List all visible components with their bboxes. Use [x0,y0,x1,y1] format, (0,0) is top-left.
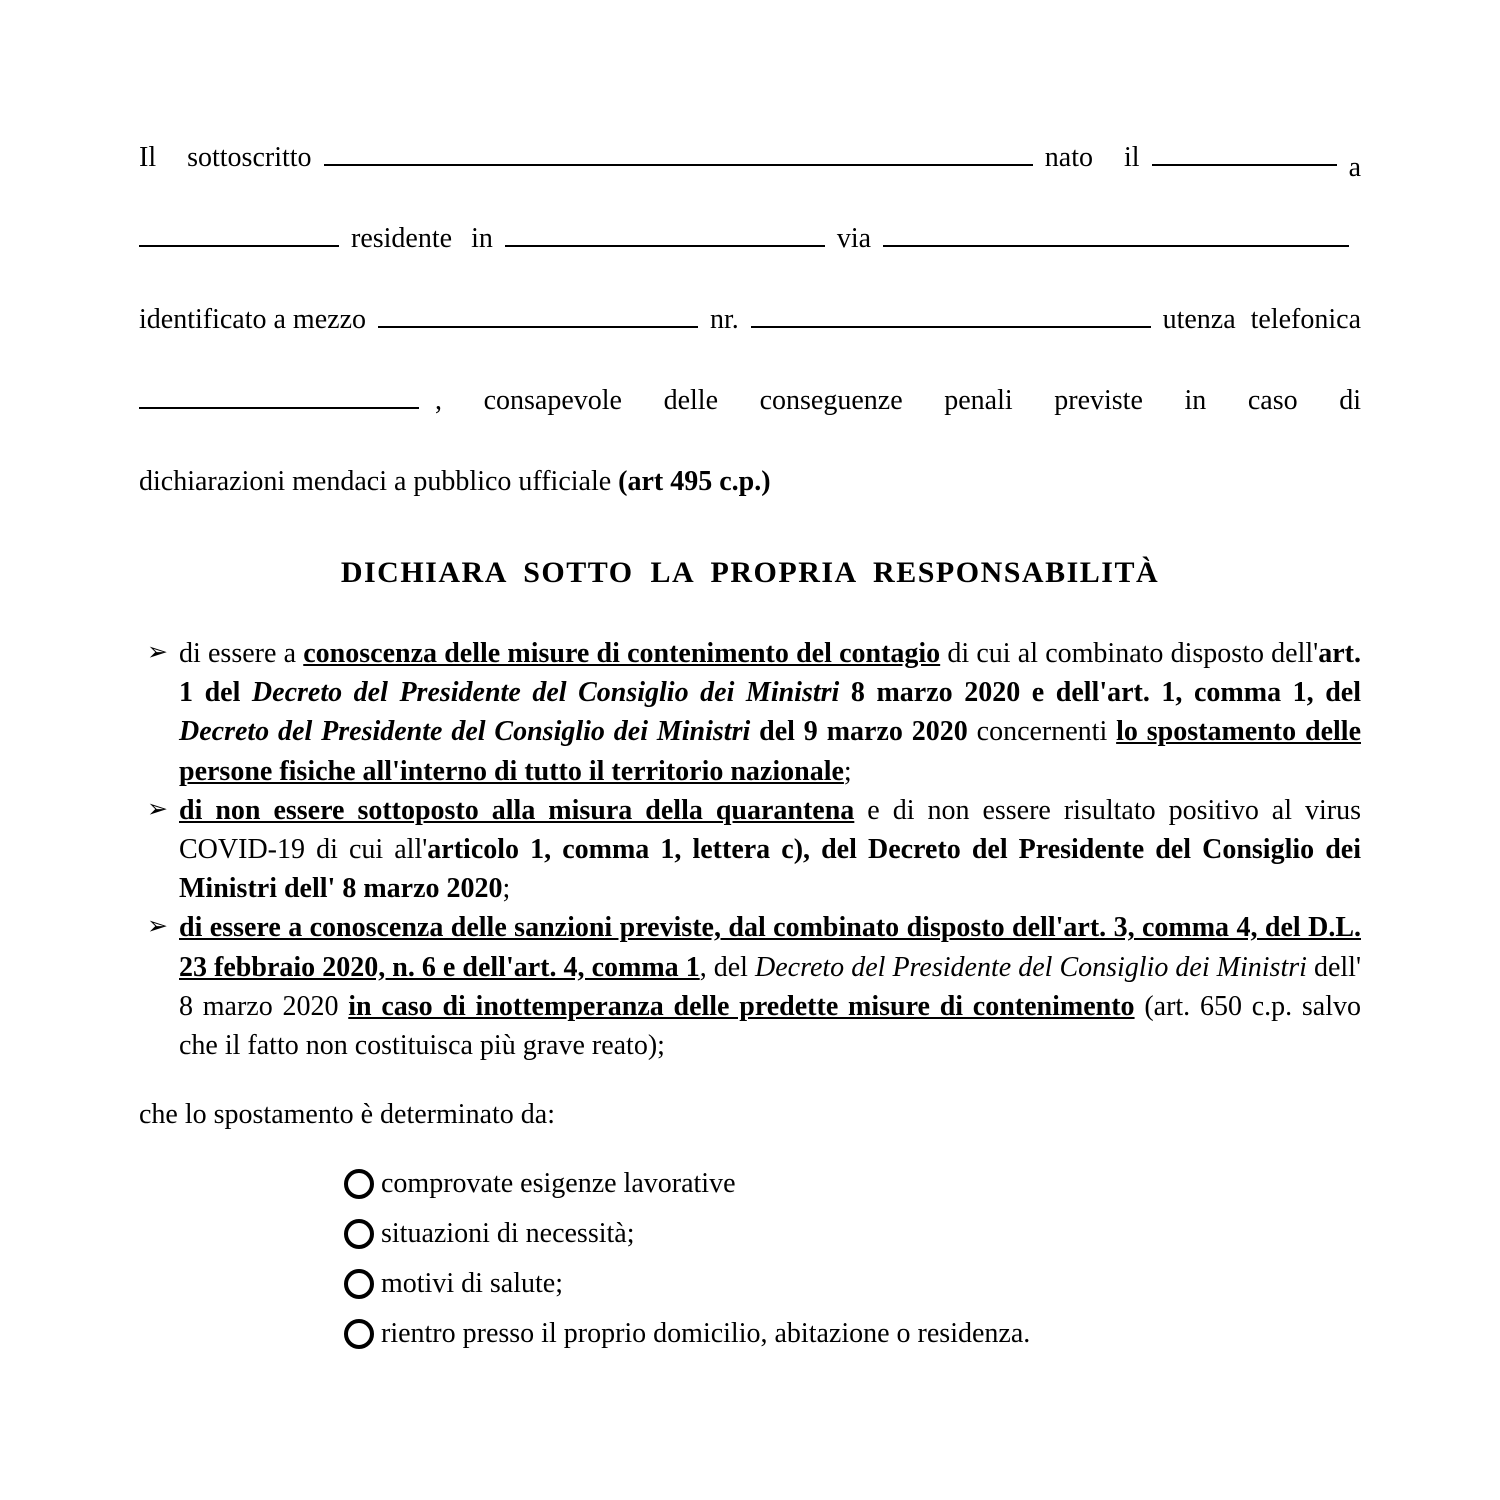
form-line-2 [139,223,1361,255]
label-residente-in: residente in [351,223,493,254]
radio-circle-icon[interactable] [344,1219,374,1249]
arrow-bullet-icon: ➢ [147,637,168,666]
declaration-item-text: di non essere sottoposto alla misura della quarantena e di non essere risultato positivo al virus COVID-19 di cui all'articolo 1, comma 1, lettera c), del Decreto del Presidente del Consiglio dei Ministri dell' 8 marzo 2020; [179,794,1361,905]
radio-circle-icon[interactable] [344,1319,374,1349]
radio-option-label: rientro presso il proprio domicilio, abitazione o residenza. [381,1318,1031,1350]
radio-option-label: motivi di salute; [381,1268,563,1300]
radio-option-domicilio[interactable] [344,1309,1361,1359]
label-consapevole: , consapevole delle conseguenze penali previste in caso di [435,385,1361,416]
label-identificato-a-mezzo: identificato a mezzo [139,304,366,335]
label-utenza-telefonica: utenza telefonica [1162,304,1361,335]
declaration-item-text: di essere a conoscenza delle misure di contenimento del contagio di cui al combinato disposto dell'art. 1 del Decreto del Presidente del Consiglio dei Ministri 8 marzo 2020 e dell'art. 1, comma 1, del Decreto del Presidente del Consiglio dei Ministri del 9 marzo 2020 concernenti lo spostamento delle persone fisiche all'interno di tutto il territorio nazionale; [179,638,1361,787]
field-documento-tipo[interactable] [378,326,698,328]
form-line-3 [139,304,1361,336]
radio-circle-icon[interactable] [344,1269,374,1299]
radio-option-lavorative[interactable] [344,1159,1361,1209]
field-nato-il-date[interactable] [1152,164,1337,166]
field-sottoscritto-name[interactable] [324,164,1033,166]
label-nato-il: nato il [1044,142,1140,173]
section-heading: DICHIARA SOTTO LA PROPRIA RESPONSABILITÀ [340,556,1160,589]
label-nr: nr. [710,304,739,335]
form-line-1 [139,142,1361,183]
radio-option-label: comprovate esigenze lavorative [381,1168,736,1200]
label-a: a [1348,152,1361,183]
label-via: via [836,223,872,254]
declarations-list [139,634,1361,1065]
arrow-bullet-icon: ➢ [147,911,168,941]
radio-option-label: situazioni di necessità; [381,1218,635,1250]
radio-option-necessita[interactable] [344,1209,1361,1259]
field-residente-in-city[interactable] [505,245,825,247]
form-line-5 [139,466,1361,498]
arrow-bullet-icon: ➢ [147,793,168,823]
label-il-sottoscritto: Il sottoscritto [139,142,312,173]
radio-option-salute[interactable] [344,1259,1361,1309]
label-art-495: (art 495 c.p.) [618,466,771,497]
declaration-item [139,791,1361,909]
movement-options [344,1159,1361,1359]
declaration-item [139,634,1361,791]
form-line-4 [139,385,1361,417]
label-mendaci: dichiarazioni mendaci a pubblico ufficiale [139,466,619,497]
declaration-item-text: di essere a conoscenza delle sanzioni previste, dal combinato disposto dell'art. 3, comma 4, del D.L. 23 febbraio 2020, n. 6 e dell'art. 4, comma 1, del Decreto del Presidente del Consiglio dei Ministri dell' 8 marzo 2020 in caso di inottemperanza delle predette misure di contenimento (art. 650 c.p. salvo che il fatto non costituisca più grave reato); [179,912,1362,1061]
radio-circle-icon[interactable] [344,1169,374,1199]
field-nato-a-place[interactable] [139,245,339,247]
field-documento-nr[interactable] [751,326,1151,328]
movement-lead-text: che lo spostamento è determinato da: [139,1099,555,1131]
field-via-street[interactable] [883,245,1349,247]
field-utenza-telefonica-value[interactable] [139,407,419,409]
declaration-item [139,908,1361,1065]
declaration-form-page [139,0,1361,1359]
